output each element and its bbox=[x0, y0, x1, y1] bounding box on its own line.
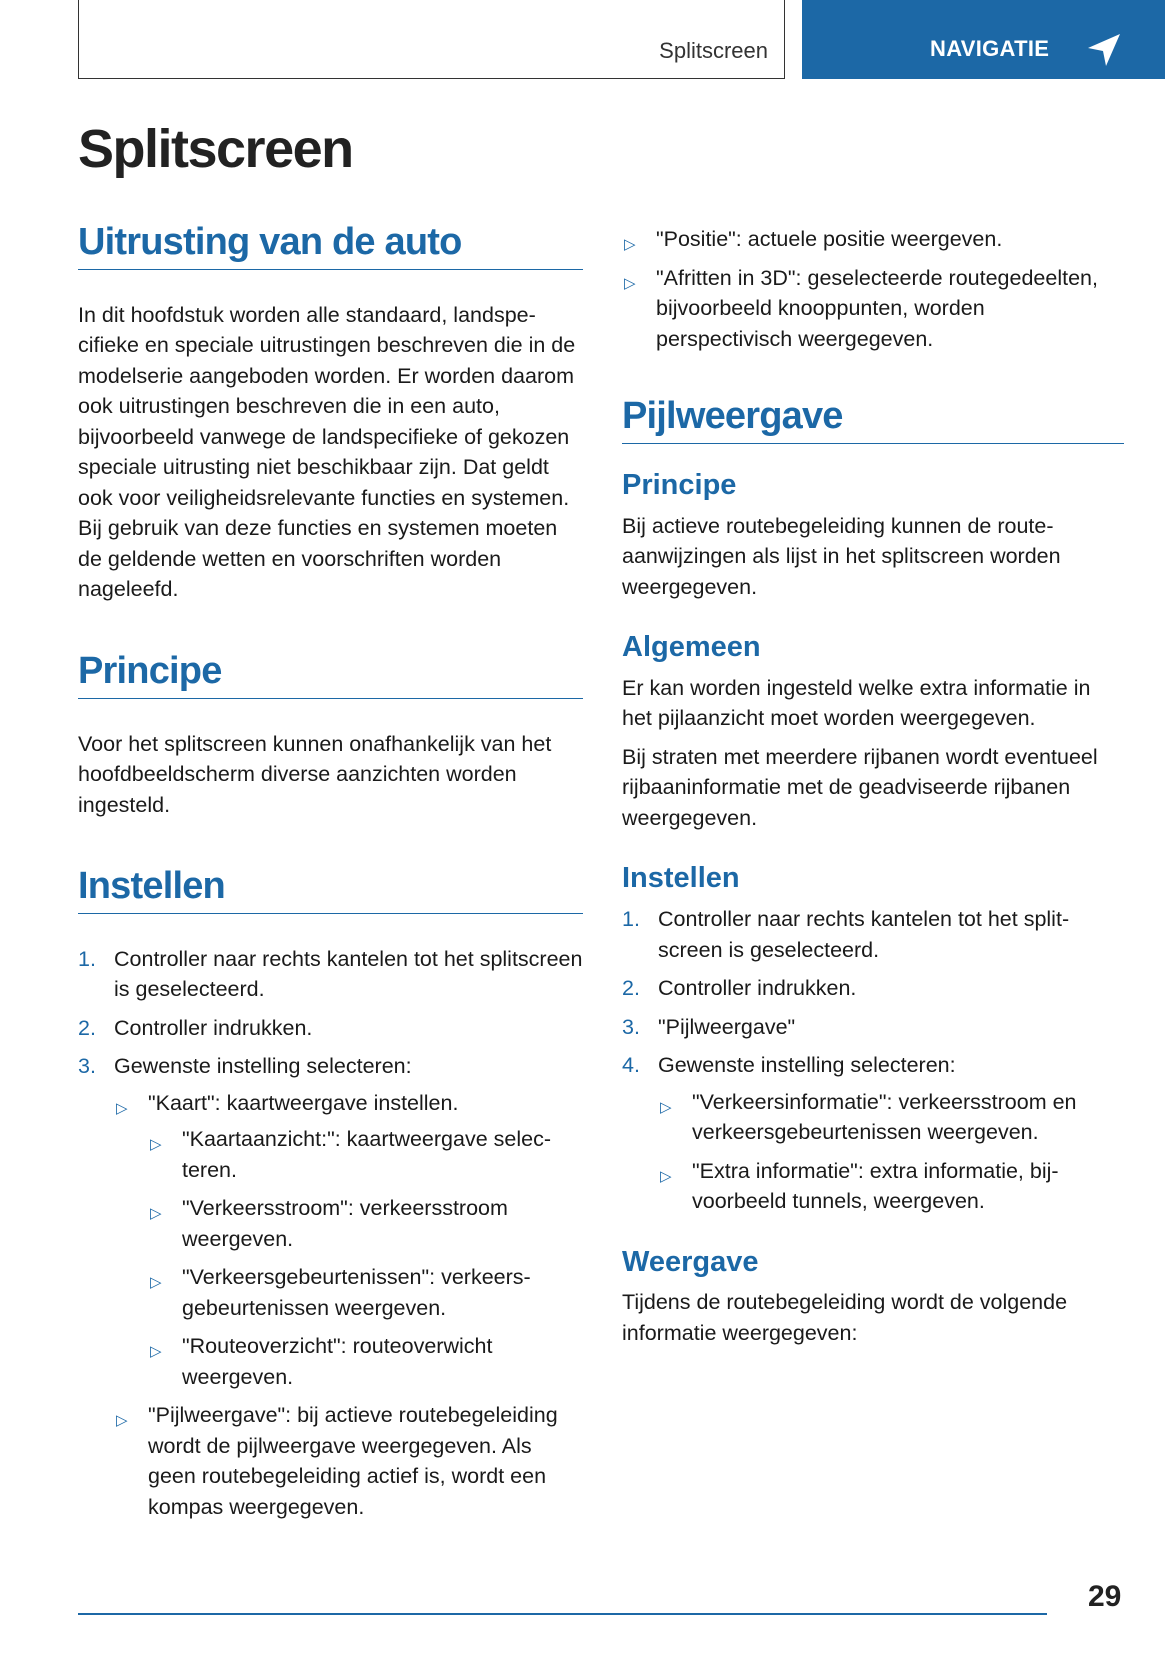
list-item bbox=[622, 904, 1124, 965]
triangle-bullet-icon: ▷ bbox=[116, 1099, 128, 1117]
settings-steps bbox=[78, 944, 583, 1523]
principle-body: Voor het splitscreen kunnen onafhankelijk van het hoofdbeeldscherm diverse aanzichten worden ingesteld. bbox=[78, 731, 552, 817]
step-text: Controller indrukken. bbox=[658, 976, 857, 1001]
subheading-principle: Principe bbox=[622, 468, 737, 501]
list-item bbox=[148, 1124, 583, 1185]
step-number: 3. bbox=[622, 1014, 640, 1039]
footer-rule bbox=[78, 1613, 1047, 1615]
heading-principle: Principe bbox=[78, 651, 583, 699]
list-item bbox=[148, 1193, 583, 1254]
triangle-bullet-icon: ▷ bbox=[624, 236, 636, 253]
step-number: 3. bbox=[78, 1054, 96, 1079]
step-number: 1. bbox=[78, 946, 96, 971]
list-item bbox=[622, 1050, 1124, 1217]
display-body: Tijdens de routebegeleiding wordt de volgende informatie weergegeven: bbox=[622, 1290, 1068, 1345]
step-text: Controller naar rechts kantelen tot het splitscreen is geselecteerd. bbox=[114, 946, 583, 1002]
triangle-bullet-icon: ▷ bbox=[660, 1167, 672, 1185]
left-column bbox=[78, 222, 583, 1530]
equipment-body: In dit hoofdstuk worden alle standaard, landspecifieke en speciale uitrustingen beschreven die in de modelserie aangeboden worden. Er worden daarom ook uitrustingen beschreven die in een auto, bijvoorbeeld vanwege de landspecifieke of gekozen speciale uitrusting niet beschikbaar zijn. Dat geldt ook voor veiligheidsrelevante functies en systemen. Bij gebruik van deze functies en systemen moeten de geldende wetten en voorschriften worden nageleefd. bbox=[78, 302, 576, 602]
option-text: "Verkeersstroom": verkeersstroom weergeven. bbox=[182, 1196, 508, 1251]
step-number: 2. bbox=[622, 976, 640, 1001]
step-text: Controller naar rechts kantelen tot het splitscreen is geselecteerd. bbox=[658, 907, 1070, 962]
option-text: "Positie": actuele positie weergeven. bbox=[656, 227, 1003, 251]
option-pijlweergave: "Pijlweergave": bij actieve routebegeleiding wordt de pijlweergave weergegeven. Als geen routebegeleiding actief is, wordt een kompas weergegeven. bbox=[148, 1403, 558, 1519]
step4-option-list bbox=[658, 1087, 1124, 1217]
triangle-bullet-icon: ▷ bbox=[150, 1205, 162, 1223]
list-item bbox=[622, 224, 1124, 255]
step-text: Gewenste instelling selecteren: bbox=[658, 1053, 956, 1078]
continued-option-list bbox=[622, 224, 1124, 354]
option-list bbox=[114, 1088, 583, 1523]
chapter-tab bbox=[802, 0, 1165, 79]
general-body-2: Bij straten met meerdere rijbanen wordt eventueel rijbaaninformatie met de geadviseerde rijbanen weergegeven. bbox=[622, 744, 1098, 830]
arrow-principle-body: Bij actieve routebegeleiding kunnen de routeaanwijzingen als lijst in het splitscreen worden weergegeven. bbox=[622, 513, 1061, 599]
triangle-bullet-icon: ▷ bbox=[116, 1412, 128, 1430]
option-text: "Verkeersinformatie": verkeersstroom en verkeersgebeurtenissen weergeven. bbox=[692, 1089, 1077, 1145]
heading-settings: Instellen bbox=[78, 866, 583, 914]
step-text: "Pijlweergave" bbox=[658, 1014, 796, 1039]
step-number: 2. bbox=[78, 1015, 96, 1040]
heading-arrow-view: Pijlweergave bbox=[622, 396, 1124, 444]
triangle-bullet-icon: ▷ bbox=[150, 1274, 162, 1292]
right-column bbox=[622, 222, 1124, 1356]
subheading-display: Weergave bbox=[622, 1245, 759, 1278]
triangle-bullet-icon: ▷ bbox=[624, 274, 636, 292]
option-text: "Verkeersgebeurtenissen": verkeersgebeurtenissen weergeven. bbox=[182, 1265, 531, 1320]
heading-equipment: Uitrusting van de auto bbox=[78, 222, 583, 270]
option-text: "Afritten in 3D": geselecteerde routegedeelten, bijvoorbeeld knooppunten, worden perspectivisch weergegeven. bbox=[656, 265, 1098, 351]
list-item bbox=[114, 1400, 583, 1522]
list-item bbox=[148, 1262, 583, 1323]
option-text: "Routeoverzicht": routeoverwicht weergeven. bbox=[182, 1334, 493, 1389]
option-text: "Kaartaanzicht:": kaartweergave selecteren. bbox=[182, 1127, 552, 1182]
step-text: Controller indrukken. bbox=[114, 1015, 313, 1040]
list-item bbox=[78, 944, 583, 1005]
step-number: 1. bbox=[622, 907, 640, 932]
running-header bbox=[78, 0, 785, 79]
triangle-bullet-icon: ▷ bbox=[660, 1098, 672, 1116]
list-item bbox=[622, 973, 1124, 1004]
list-item bbox=[658, 1156, 1124, 1217]
list-item bbox=[622, 263, 1124, 355]
page-title: Splitscreen bbox=[78, 119, 353, 179]
triangle-bullet-icon: ▷ bbox=[150, 1136, 162, 1154]
arrow-settings-steps bbox=[622, 904, 1124, 1217]
list-item bbox=[78, 1013, 583, 1044]
option-kaart: "Kaart": kaartweergave instellen. bbox=[148, 1090, 459, 1115]
step-number: 4. bbox=[622, 1053, 640, 1078]
running-header-title: Splitscreen bbox=[659, 38, 768, 63]
page-number: 29 bbox=[1088, 1580, 1122, 1613]
list-item bbox=[148, 1331, 583, 1392]
list-item bbox=[622, 1012, 1124, 1043]
subheading-settings: Instellen bbox=[622, 862, 740, 895]
general-body-1: Er kan worden ingesteld welke extra informatie in het pijlaanzicht moet worden weergegeven. bbox=[622, 675, 1091, 731]
triangle-bullet-icon: ▷ bbox=[150, 1343, 162, 1361]
list-item bbox=[658, 1087, 1124, 1148]
list-item bbox=[78, 1051, 583, 1522]
list-item bbox=[114, 1088, 583, 1393]
subheading-general: Algemeen bbox=[622, 631, 761, 664]
option-text: "Extra informatie": extra informatie, bijvoorbeeld tunnels, weergeven. bbox=[692, 1158, 1059, 1214]
kaart-sub-list bbox=[148, 1124, 583, 1392]
step-text: Gewenste instelling selecteren: bbox=[114, 1054, 412, 1079]
chapter-tab-label: NAVIGATIE bbox=[930, 36, 1050, 61]
navigation-arrow-icon bbox=[1087, 33, 1121, 67]
